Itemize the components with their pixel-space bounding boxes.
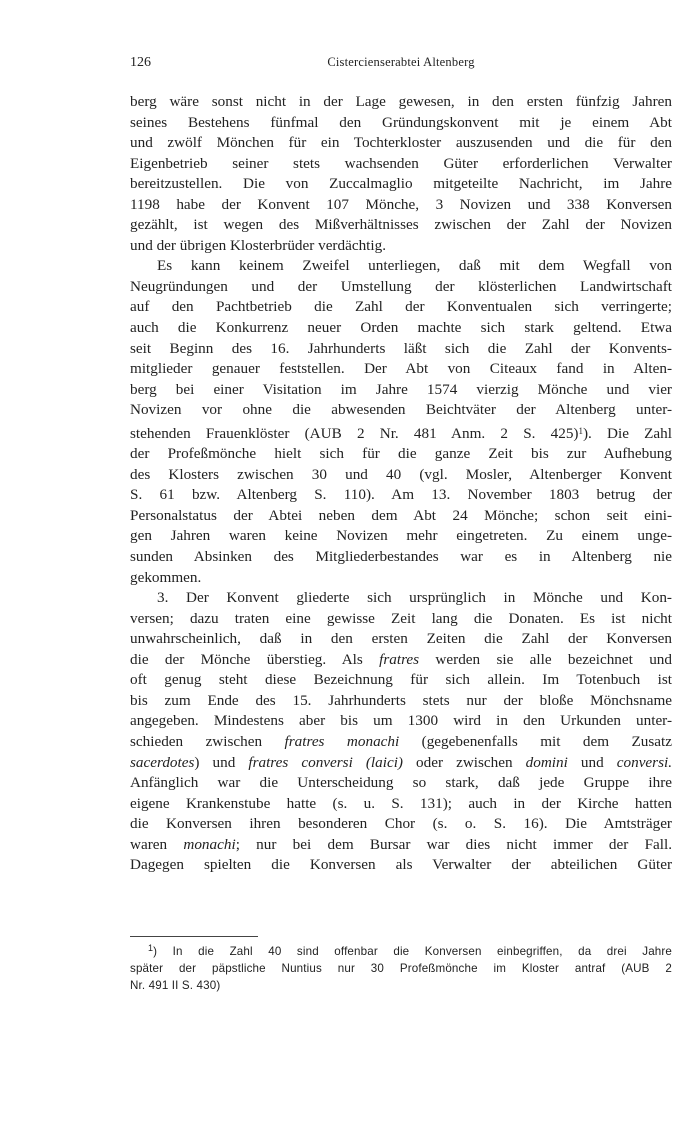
text-segment: stehenden Frauenklöster (AUB 2 Nr. 481 Anm. 2 S. 425) <box>130 424 579 442</box>
footnote-line <box>130 940 672 960</box>
text-line: bis zum Ende des 15. Jahrhunderts stets nur der bloße Mönchsname <box>130 691 672 709</box>
text-line: der Profeßmönche hielt sich für die ganze Zeit bis zur Aufhebung <box>130 445 672 463</box>
text-line: versen; dazu traten eine gewisse Zeit lang die Donaten. Es ist nicht <box>130 609 672 627</box>
text-line: Novizen vor ohne die abwesenden Beichtväter der Altenberg unter- <box>130 401 672 419</box>
text-line: Personalstatus der Abtei neben dem Abt 24 Mönche; schon seit eini- <box>130 506 672 524</box>
text-line: berg wäre sonst nicht in der Lage gewesen, in den ersten fünfzig Jahren <box>130 93 672 110</box>
text-segment: oder zwischen <box>402 753 526 771</box>
text-line: unwahrscheinlich, daß in den ersten Zeiten die Zahl der Konversen <box>130 630 672 648</box>
text-line: gen Jahren waren keine Novizen mehr eingetreten. Zu einem unge- <box>130 527 672 545</box>
text-segment: waren <box>130 835 168 853</box>
text-line: Neugründungen und der Umstellung der klösterlichen Landwirtschaft <box>130 277 672 295</box>
italic-term: monachi <box>183 835 236 853</box>
text-line: seines Bestehens fünfmal den Gründungskonvent mit je einem Abt <box>130 113 672 131</box>
italic-term: fratres <box>379 650 420 668</box>
footnote-line: Nr. 491 II S. 430) <box>130 979 221 992</box>
text-line <box>130 732 672 753</box>
text-segment: die der Mönche überstieg. Als <box>130 650 363 668</box>
text-segment: und <box>567 753 617 771</box>
text-line: 3. Der Konvent gliederte sich ursprünglich in Mönche und Kon- <box>157 589 672 607</box>
text-line: gezählt, ist wegen des Mißverhältnisses zwischen der Zahl der Novizen <box>130 216 672 234</box>
text-line: Eigenbetrieb seiner stets wachsenden Güter erforderlichen Verwalter <box>130 154 672 172</box>
body-text <box>130 92 672 876</box>
text-line: und der übrigen Klosterbrüder verdächtig. <box>130 236 386 254</box>
page-header <box>130 55 672 77</box>
text-line: berg bei einer Visitation im Jahre 1574 vierzig Mönche und vier <box>130 380 672 398</box>
italic-term: conversi. <box>616 753 672 771</box>
italic-term: sacerdotes <box>130 753 195 771</box>
text-line: oft genug steht diese Bezeichnung für sich allein. Im Totenbuch ist <box>130 671 672 689</box>
text-line: mitglieder genauer feststellen. Der Abt von Citeaux fand in Alten- <box>130 360 672 378</box>
text-segment: ). Die Zahl <box>582 424 672 442</box>
italic-term: domini <box>525 753 568 771</box>
footnote-marker: 1 <box>148 943 154 953</box>
text-segment: schieden zwischen <box>130 732 263 750</box>
text-segment: ) und <box>194 753 249 771</box>
text-line: S. 61 bzw. Altenberg S. 110). Am 13. November 1803 betrug der <box>130 486 672 504</box>
text-line: angegeben. Mindestens aber bis um 1300 wird in den Urkunden unter- <box>130 712 672 730</box>
text-line: eigene Krankenstube hatte (s. u. S. 131); auch in der Kirche hatten <box>130 794 672 812</box>
footnote-line: später der päpstliche Nuntius nur 30 Profeßmönche im Kloster antraf (AUB 2 <box>130 962 672 975</box>
text-line: gekommen. <box>130 568 202 586</box>
text-line: die Konversen ihren besonderen Chor (s. o. S. 16). Die Amtsträger <box>130 815 672 833</box>
text-line: Es kann keinem Zweifel unterliegen, daß mit dem Wegfall von <box>157 257 672 275</box>
running-title: Cistercienserabtei Altenberg <box>327 55 475 69</box>
text-line <box>130 421 672 445</box>
text-line: Anfänglich war die Unterscheidung so stark, daß jede Gruppe ihre <box>130 774 672 792</box>
italic-term: fratres monachi <box>284 732 400 750</box>
text-line: 1198 habe der Konvent 107 Mönche, 3 Novizen und 338 Konversen <box>130 195 672 213</box>
text-line: auch die Konkurrenz neuer Orden machte sich stark geltend. Etwa <box>130 319 672 337</box>
text-line <box>130 650 672 671</box>
page-number: 126 <box>130 55 151 70</box>
text-line: und zwölf Mönchen für ein Tochterkloster auszusenden und die für den <box>130 134 672 152</box>
text-segment: ; nur bei dem Bursar war dies nicht immer der Fall. <box>235 835 672 853</box>
text-line: seit Beginn des 16. Jahrhunderts läßt sich die Zahl der Konvents- <box>130 339 672 357</box>
footnote <box>130 940 672 994</box>
text-line <box>130 835 672 856</box>
text-segment: ) In die Zahl 40 sind offenbar die Konversen einbegriffen, da drei Jahre <box>153 945 672 958</box>
italic-term: fratres conversi (laici) <box>248 753 403 771</box>
footnote-rule <box>130 936 258 937</box>
text-segment: werden sie alle bezeichnet und <box>419 650 672 668</box>
text-line <box>130 753 672 774</box>
footnote-ref: 1 <box>578 425 583 436</box>
text-line: des Klosters zwischen 30 und 40 (vgl. Mosler, Altenberger Konvent <box>130 465 672 483</box>
text-segment: (gegebenenfalls mit dem Zusatz <box>399 732 672 750</box>
text-line: Dagegen spielten die Konversen als Verwalter der abteilichen Güter <box>130 856 672 874</box>
text-line: auf den Pachtbetrieb die Zahl der Konventualen sich verringerte; <box>130 298 672 316</box>
text-line: bereitzustellen. Die von Zuccalmaglio mitgeteilte Nachricht, im Jahre <box>130 175 672 193</box>
text-line: sunden Absinken des Mitgliederbestandes war es in Altenberg nie <box>130 548 672 566</box>
